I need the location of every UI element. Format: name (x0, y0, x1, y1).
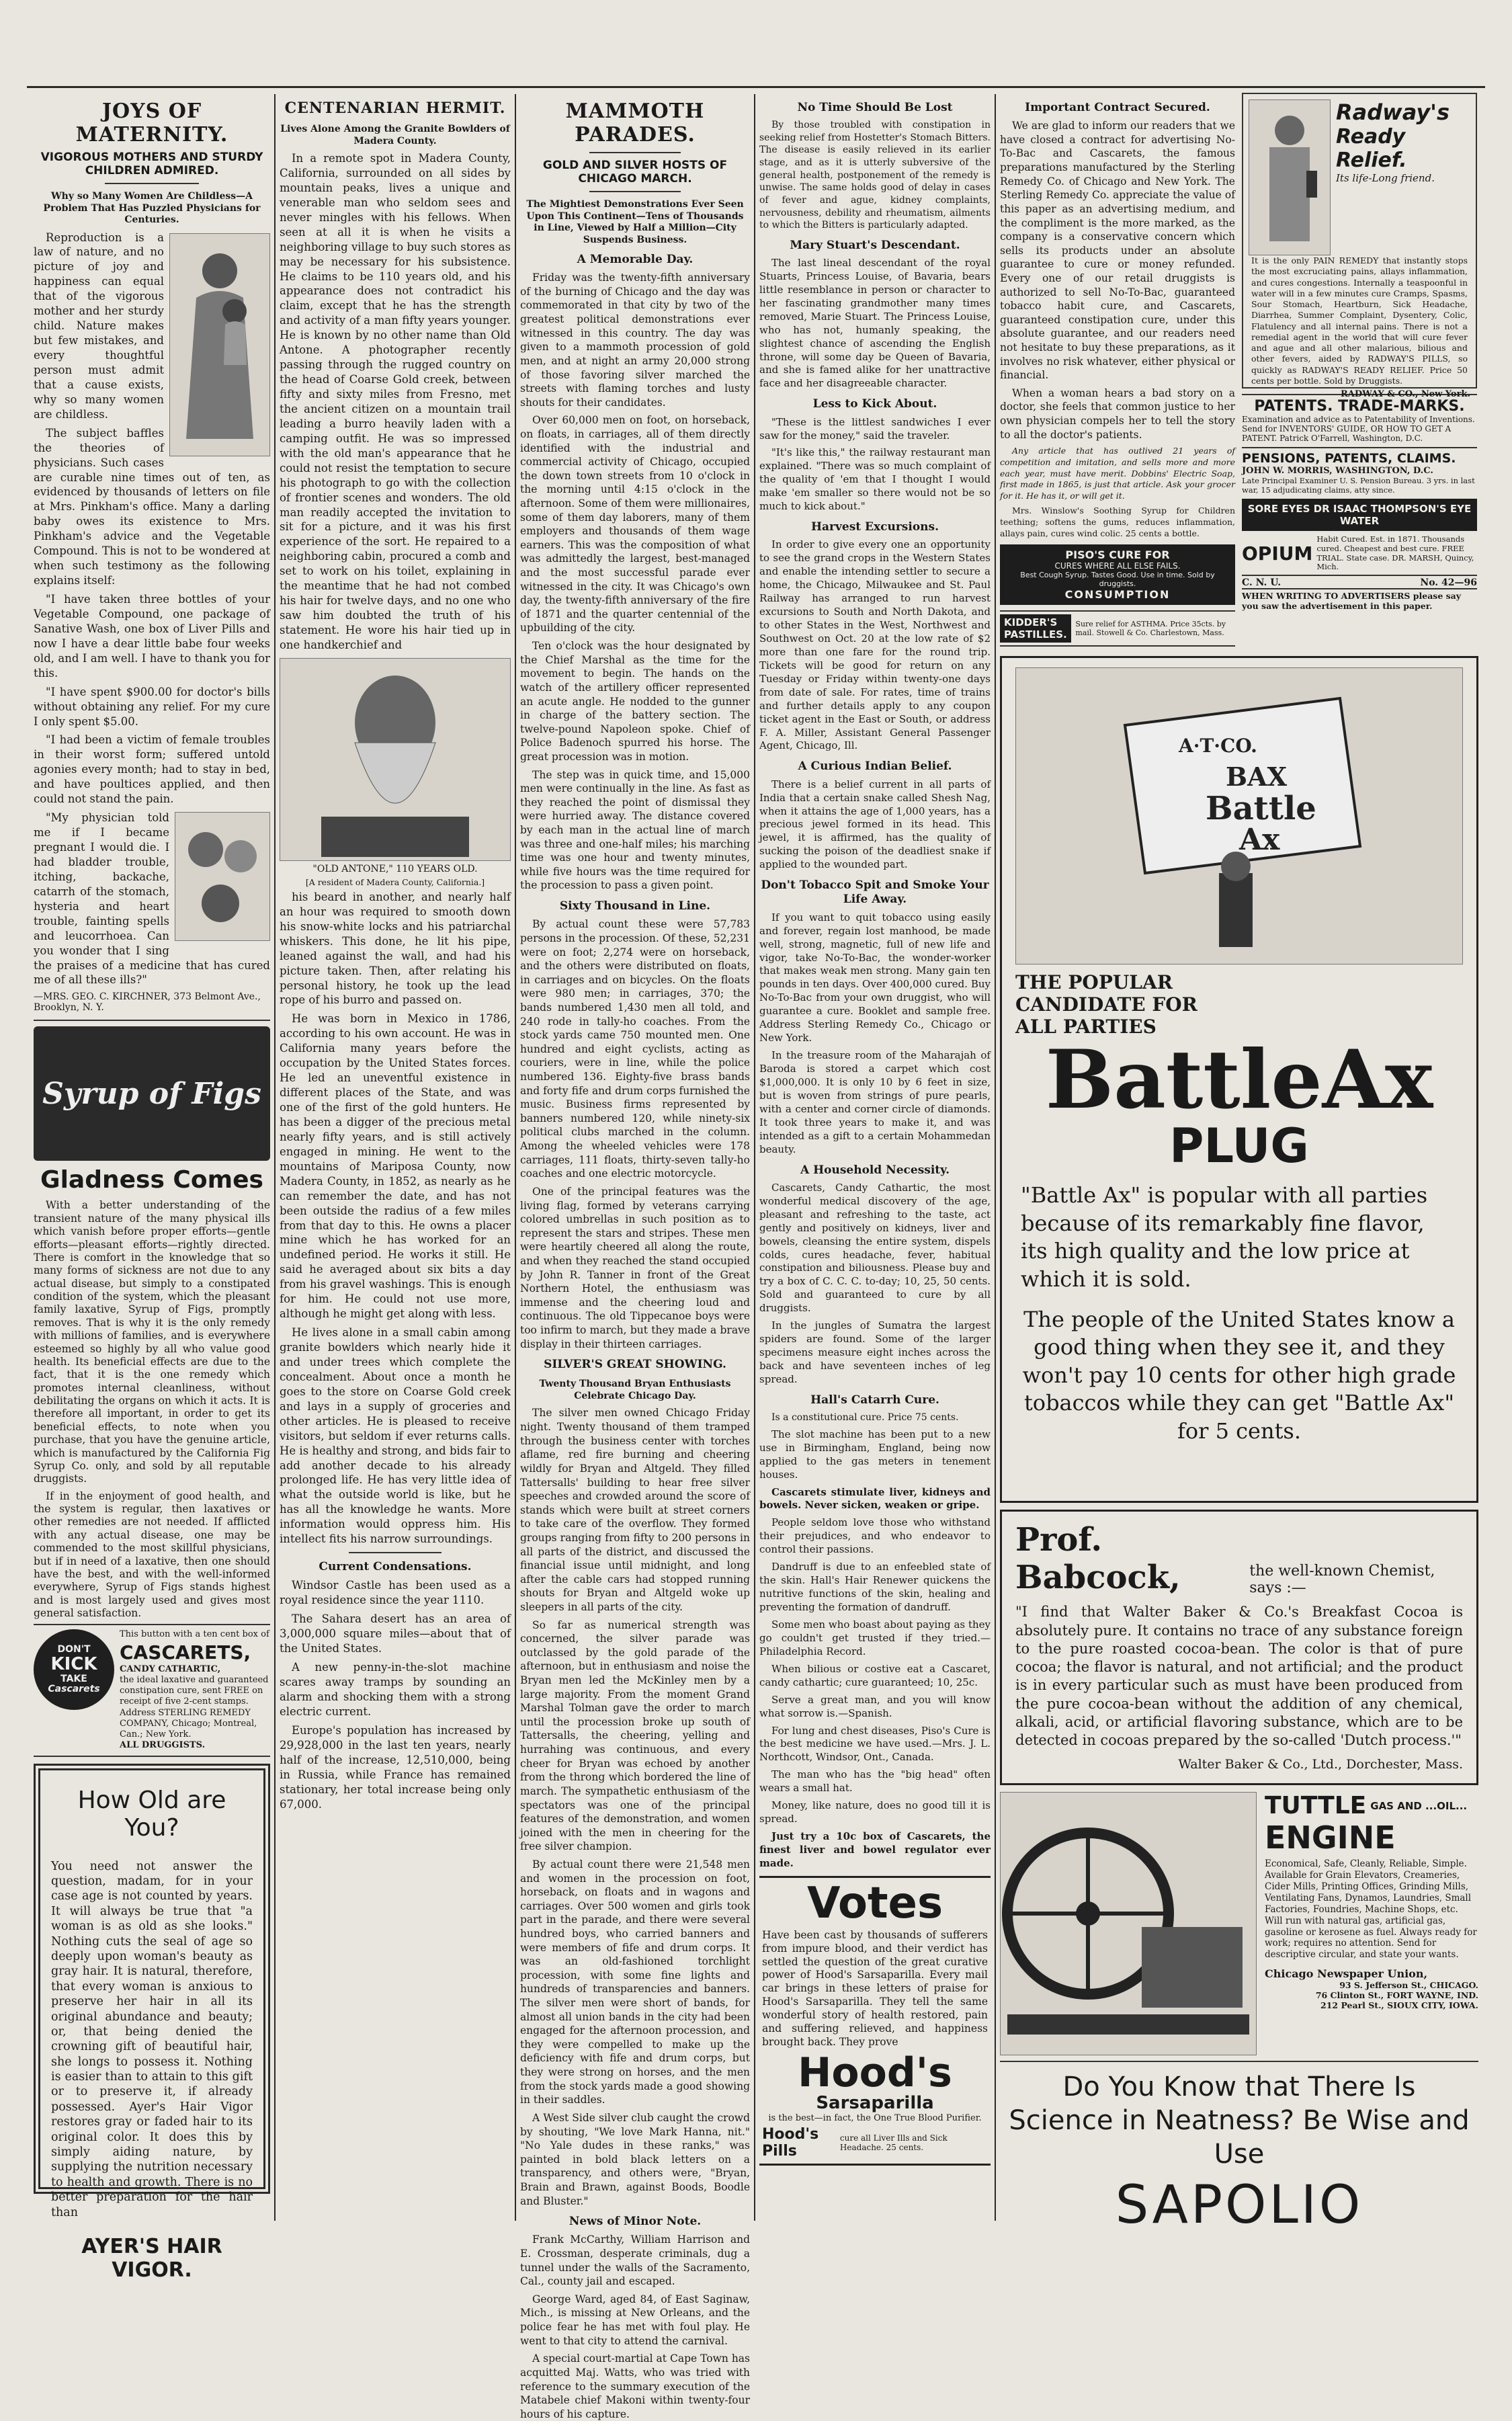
item-heading: A Curious Indian Belief. (798, 760, 952, 774)
ad-heading: ENGINE (1265, 1819, 1396, 1856)
box-label: Ax (1239, 823, 1280, 858)
ad-heading: OPIUM (1242, 542, 1313, 565)
ad-product: Sarsaparilla (816, 2093, 934, 2114)
ad-heading: TUTTLE (1265, 1792, 1367, 1820)
ad-body: Sure relief for ASTHMA. Price 35cts. by mail. Stowell & Co. Charlestown, Mass. (1075, 620, 1226, 638)
item-body: In order to give every one an opportunity to see the grand crops in the Western States and enable the intending settler to secure a home, the Chicago, Milwaukee and St. Paul Railway has arranged to run harvest excursions to South and North Dakota, and to other States in the West, Northwest and Southwest on Oct. 20 at the low rate of $2 more than one fare for the round trip. Tickets will be good for return on any Tuesday or Friday within twenty-one days from date of sale. For rates, time of trains and further details apply to any coupon ticket agent in the East or South, or address F. A. Miller, Assistant General Passenger Agent, Chicago, Ill. (759, 538, 991, 752)
news-item: A special court-martial at Cape Town has acquitted Maj. Watts, who was tried with reference to the summary execution of the Matabele chief Makoni within twenty-four hours of his capture. (520, 2352, 750, 2420)
badge-line: DON'T (57, 1643, 91, 1655)
ad-tagline: Its life-Long friend. (1336, 172, 1435, 184)
column-rule (995, 94, 996, 2221)
ad-subheading: GAS AND ...OIL... (1370, 1799, 1468, 1812)
item-heading: Mary Stuart's Descendant. (790, 238, 960, 252)
article-paragraph: The silver men owned Chicago Friday night. Twenty thousand of them tramped through the business center with torches aflame, red fire burning and cheering wildly for Bryan and Altgeld. They filled Tattersalls' building to hear free silver speeches and crowded around the score of stands which were built at street corners to take care of the overflow. They formed groups ranging from fifty to 200 persons in all parts of the district, and discussed the financial issue until midnight, and long after the cable cars had stopped running shouts for Bryan and Altgeld woke up sleepers in all parts of the city. (520, 1407, 750, 1613)
ad-body: the ideal laxative and guaranteed constipation cure, sent FREE on receipt of five 2-cent stamps. Address STERLING REMEDY COMPANY, Chicago; Montreal, Can.; New York. (120, 1674, 269, 1740)
article-kicker: The Mightiest Demonstrations Ever Seen Upon This Continent—Tens of Thousands in Line, Viewed by Half a Million—City Suspends Business. (526, 199, 744, 245)
ad-brand: Hood's (798, 2049, 952, 2097)
article-paragraph: A West Side silver club caught the crowd by shouting, "We love Mark Hanna, nit." "No Yale dudes in these ranks," was painted in bold black letters on a transparency, and others were, "Bryan, Brain and Brawn, against Boods, Boodle and Bluster." (520, 2111, 750, 2207)
item-heading: No Time Should Be Lost (797, 101, 953, 114)
ad-tagline: is the best—in fact, the One True Blood Purifier. (768, 2113, 982, 2124)
bearded-man-icon (308, 662, 482, 857)
tuttle-engine-ad (1000, 1792, 1478, 2062)
box-label: BAX (1226, 762, 1288, 792)
babcock-header (1015, 1521, 1463, 1596)
article-paragraph: "I have spent $900.00 for doctor's bills without obtaining any relief. For my cure I only spent $5.00. (34, 685, 270, 728)
column-2 (280, 87, 511, 2223)
article-paragraph: Ten o'clock was the hour designated by the Chief Marshal as the time for the movement to begin. The hands on the watch of the artillery officer represented an acute angle. He nodded to the gunner in charge of the battery section. The twelve-pound Napoleon spoke. Chief of Police Badenoch spurred his horse. The great procession was in motion. (520, 640, 750, 763)
short-item: Some men who boast about paying as they go couldn't get trusted if they tried.—Philadelphia Record. (759, 1618, 991, 1657)
short-item: When bilious or costive eat a Cascaret, candy cathartic; cure guaranteed; 10, 25c. (759, 1662, 991, 1688)
ad-brand: SAPOLIO (1115, 2175, 1363, 2236)
article-paragraph: He was born in Mexico in 1786, according to his own account. He was in California many years before the occupation by the United States forces. He led an uneventful existence in different places of the State, and was one of the first of the gold hunters. He has been a digger of the precious metal nearly fifty years, and is still actively engaged in mining. He went to the mountains of Mariposa County, now Madera County, in 1852, as nearly as he can remember the date, and has not been outside the radius of a few miles from that day to this. He owns a placer mine which he has worked for an undefined period. He works it still. He said he averaged about six bits a day from his gravel washings. This is enough for him. He could not use more, although he might get along with less. (280, 1012, 511, 1321)
item-body: We are glad to inform our readers that we have closed a contract for advertising No-To-Bac and Cascarets, the famous preparations manufactured by the Sterling Remedy Co. of Chicago and New York. The Sterling Remedy Co. appreciate the value of this paper as an advertising medium, and the compliment is the more marked, as the company is a conservative concern which sells its products under an absolute guarantee to cure or money refunded. Every one of our retail druggists is authorized to sell No-To-Bac, guaranteed tobacco habit cure, and Cascarets, guaranteed constipation cure, under this absolute guarantee, and our readers need not hesitate to buy these preparations, as it involves no risk whatever, either physical or financial. (1000, 120, 1235, 382)
item-heading: Hall's Catarrh Cure. (810, 1393, 939, 1407)
article-headline: CENTENARIAN HERMIT. (284, 99, 506, 117)
banner-line: CONSUMPTION (1064, 588, 1171, 602)
short-item: Money, like nature, does no good till it is spread. (759, 1799, 991, 1825)
article-paragraph: "My physician told me if I became pregnant I would die. I had bladder trouble, itching, backache, catarrh of the stomach, hysteria and heart trouble, fainting spells and leucorrhoea. Can you wonder that I sing the praises of a medicine that has cured me of all these ills?" (34, 811, 270, 987)
candidate-slogan (1015, 971, 1463, 1038)
ad-paragraph: With a better understanding of the transient nature of the many physical ills which vanish before proper efforts—gentle efforts—pleasant efforts—rightly directed. There is comfort in the knowledge that so many forms of sickness are not due to any actual disease, but simply to a constipated condition of the system, which the pleasant family laxative, Syrup of Figs, promptly removes. That is why it is the only remedy with millions of families, and is everywhere esteemed so highly by all who value good health. Its beneficial effects are due to the fact, that it is the one remedy which promotes internal cleanliness, without debilitating the organs on which it acts. It is therefore all important, in order to get its beneficial effects, to note when you purchase, that you have the genuine article, which is manufactured by the California Fig Syrup Co. only, and sold by all reputable druggists. (34, 1199, 270, 1485)
column-rule (754, 94, 755, 2221)
hoods-pills-line (762, 2126, 988, 2160)
item-body: In the jungles of Sumatra the largest spiders are found. Some of the larger specimens measure eight inches across the back and have seventeen inches of leg spread. (759, 1319, 991, 1385)
ad-body: The people of the United States know a good thing when they see it, and they won't pay 10 cents for other high grade tobaccos while they can get "Battle Ax" for 5 cents. (1022, 1306, 1456, 1444)
ad-brand: Radway's (1336, 99, 1450, 125)
column-5-left (1000, 87, 1235, 647)
condensation-item: A new penny-in-the-slot machine scares away tramps by sounding an alarm and shocking them with a strong electric current. (280, 1661, 511, 1718)
article-headline: JOYS OF MATERNITY. (75, 99, 228, 147)
item-body: There is a belief current in all parts of India that a certain snake called Shesh Nag, when it attains the age of 1,000 years, has a precious jewel formed in its head. This jewel, it is affirmed, has the quality of sucking the poison of the deadliest snake if applied to the wounded part. (759, 778, 991, 871)
article-paragraph: Reproduction is a law of nature, and no picture of joy and happiness can equal that of the vigorous mother and her sturdy child. Nature makes but few mistakes, and every thoughtful person must admit that a cause exists, why so many women are childless. (34, 231, 164, 421)
eye-water-banner: SORE EYES DR ISAAC THOMPSON'S EYE WATER (1242, 499, 1477, 531)
item-body: By those troubled with constipation in seeking relief from Hostetter's Stomach Bitters. The disease is easily relieved in its earlier stage, and as it is utterly subversive of the general health, postponement of the remedy is unwise. The same holds good of delay in cases of fever and ague, kidney complaints, nervousness, debility and rheumatism, ailments to which the Bitters is particularly adapted. (759, 120, 991, 231)
man-with-bottle-icon (1253, 104, 1327, 251)
condensation-item: Windsor Castle has been used as a royal residence since the year 1110. (280, 1579, 511, 1607)
ad-heading: Gladness Comes (40, 1166, 263, 1194)
advertisers-notice: WHEN WRITING TO ADVERTISERS please say you saw the advertisement in this paper. (1242, 588, 1477, 611)
item-body: "It's like this," the railway restaurant man explained. "There was so much complaint of the quality of 'em that I thought I would make 'em smaller so there would not be so much to kick about." (759, 446, 991, 513)
ad-sub: CANDY CATHARTIC, (120, 1664, 221, 1674)
ad-body: "I find that Walter Baker & Co.'s Breakfast Cocoa is absolutely pure. It contains no trace of any substance foreign to the pure roasted cocoa-bean. The color is that of pure cocoa; the flavor is natural, and not artificial; and the product is in every particular such as must have been produced from the pure cocoa-bean without the addition of any chemical, alkali, acid, or artificial flavoring substance, which are to be detected in cocoas prepared by the so-called 'Dutch process.'" (1015, 1604, 1463, 1749)
engine-illustration (1000, 1792, 1257, 2055)
banner-line: CURES WHERE ALL ELSE FAILS. (1054, 561, 1181, 571)
radway-illustration (1249, 99, 1331, 255)
section-heading: A Memorable Day. (577, 253, 694, 266)
syrup-of-figs-logo: Syrup of Figs (34, 1026, 270, 1161)
divider (589, 152, 681, 153)
item-body: Any article that has outlived 21 years of competition and imitation, and sells more and more each year, must have merit. Dobbins' Electric Soap, first made in 1865, is just that article. Ask your grocer for it. He has it, or will get it. (1000, 446, 1235, 501)
section-heading: Sixty Thousand in Line. (559, 899, 711, 913)
item-body: "These is the littlest sandwiches I ever saw for the money," said the traveler. (759, 415, 991, 442)
item-heading: A Household Necessity. (800, 1163, 950, 1177)
ad-paragraph: If in the enjoyment of good health, and the system is regular, then laxatives or other remedies are not needed. If afflicted with any actual disease, one may be commended to the most skillful physicians, but if in need of a laxative, then one should have the best, and with the well-informed everywhere, Syrup of Figs stands highest and is most largely used and gives most general satisfaction. (34, 1489, 270, 1619)
article-paragraph: The subject baffles the theories of physicians. Such cases are curable nine times out of ten, as evidenced by thousands of letters on file at Mrs. Pinkham's office. Many a darling baby owes its existence to Mrs. Pinkham's advice and the Vegetable Compound. This is not to be wondered at when such testimony as the following explains itself: (34, 426, 270, 587)
ad-heading: PENSIONS, PATENTS, CLAIMS. (1242, 451, 1456, 466)
testimonial-signature: —MRS. GEO. C. KIRCHNER, 373 Belmont Ave., Brooklyn, N. Y. (34, 991, 261, 1014)
ad-product: PLUG (1169, 1118, 1309, 1174)
ad-heading: Votes (806, 1878, 943, 1928)
old-antone-portrait (280, 658, 511, 861)
article-paragraph: "I had been a victim of female troubles in their worst form; suffered untold agonies every month; had to stay in bed, and have poultices applied, and then could not stand the pain. (34, 733, 270, 806)
article-subheadline: GOLD AND SILVER HOSTS OF CHICAGO MARCH. (542, 159, 728, 186)
ad-brand: Ready (1336, 125, 1406, 149)
radway-header (1249, 99, 1470, 255)
tuttle-text (1265, 1792, 1478, 2061)
ad-pills-brand: Hood's Pills (762, 2126, 819, 2160)
section-heading: Current Condensations. (319, 1560, 472, 1574)
item-body: When a woman hears a bad story on a doctor, she feels that common justice to her own physician compels her to tell the story to all the doctor's patients. (1000, 386, 1235, 441)
article-paragraph: By actual count there were 21,548 men and women in the procession on foot, horseback, on floats and in wagons and carriages. Over 500 women and girls took part in the parade, and there were several hundred boys, who carried banners and were members of fife and drum corps. It was an old-fashioned torchlight procession, with some fine lights and hundreds of transparencies and banners. The silver men were short of bands, for almost all union bands in the city had been engaged for the afternoon procession, and they were compelled to make up the deficiency with fife and drum corps, but they were strong on horses, and the men from the stock yards made a good showing in their saddles. (520, 1858, 750, 2106)
ad-brand: BattleAx (1045, 1032, 1433, 1128)
cnu-label: C. N. U. (1242, 577, 1282, 589)
section-heading: SILVER'S GREAT SHOWING. (544, 1358, 726, 1372)
article-paragraph: In a remote spot in Madera County, California, surrounded on all sides by mountain peaks, lives a unique and venerable man who seldom sees and never mingles with his fellows. When seen at all it is when he visits a neighboring village to buy such stores as may be necessary for his subsistence. He claims to be 110 years old, and his appearance does not contradict his claim, except that he has the strength and activity of a man fifty years younger. He is known by no other name than Old Antone. A photographer recently passing through the rugged country on the head of Coarse Gold creek, between fifty and sixty miles from Fresno, met the ancient citizen on a mountain trail leading a burro heavily laden with a camping outfit. He was so impressed with the old man's appearance that he could not resist the temptation to secure his photograph to go with the collection of frontier scenes and wonders. The old man readily accepted the invitation to sit for a picture, and it was his first experience of the sort. He repaired to a neighboring cabin, procured a comb and set to work on his toilet, explaining in the meantime that he had not combed his hair for twelve days, and no one who saw him doubted the truth of his statement. He wore his hair tied up in one handkerchief and (280, 152, 511, 651)
mother-child-illustration (169, 233, 270, 456)
item-body: Mrs. Winslow's Soothing Syrup for Children teething; softens the gums, reduces inflammation, allays pain, cures wind colic. 25 cents a bottle. (1000, 505, 1235, 538)
article-kicker: Lives Alone Among the Granite Bowlders of Madera County. (280, 124, 510, 147)
news-item: Frank McCarthy, William Harrison and E. Crossman, desperate criminals, dug a tunnel under the walls of the Sacramento, Cal., county jail and escaped. (520, 2233, 750, 2288)
column-3 (520, 87, 750, 2420)
ad-brand: KIDDER'S PASTILLES. (1000, 614, 1071, 643)
column-5 (1000, 87, 1478, 2236)
short-item: Just try a 10c box of Cascarets, the finest liver and bowel regulator ever made. (759, 1830, 991, 1869)
article-paragraph: The step was in quick time, and 15,000 men were continually in the line. As fast as they reached the point of dismissal they were hurried away. The distance covered by each man in the actual line of march was three and one-half miles; his marching time was one hour and twenty minutes, while five hours was the time required for the procession to pass a given point. (520, 768, 750, 892)
item-body: Is a constitutional cure. Price 75 cents. (771, 1412, 959, 1424)
cascarets-ad-text (120, 1629, 270, 1751)
ad-body: Have been cast by thousands of sufferers from impure blood, and their verdict has settled the question of the great curative power of Hood's Sarsaparilla. Every mail car brings in these letters of praise for Hood's Sarsaparilla. They tell the same wonderful story of health restored, pain and suffering relieved, and happiness brought back. They prove (762, 1928, 988, 2048)
divider (105, 183, 200, 184)
tobacco-box-icon (1024, 671, 1454, 960)
ad-address: 212 Pearl St., SIOUX CITY, IOWA. (1320, 2000, 1478, 2011)
item-body: Cascarets, Candy Cathartic, the most wonderful medical discovery of the age, pleasant and refreshing to the taste, act gently and positively on kidneys, liver and bowels, cleansing the entire system, dispels colds, cures headache, fever, habitual constipation and biliousness. Please buy and try a box of C. C. C. to-day; 10, 25, 50 cents. Sold and guaranteed to cure by all druggists. (759, 1181, 991, 1315)
cnu-line (1242, 575, 1477, 588)
column-1 (34, 87, 270, 2282)
ad-heading: Prof. Babcock, (1015, 1521, 1181, 1597)
battle-ax-plug-ad (1000, 656, 1478, 1503)
short-item: The man who has the "big head" often wears a small hat. (759, 1768, 991, 1795)
article-paragraph: "I have taken three bottles of your Vegetable Compound, one package of Sanative Wash, one box of Liver Pills and now I have a dear little babe four weeks old, and I am well. I have to thank you for this. (34, 593, 270, 680)
ad-brand: Relief. (1336, 149, 1407, 172)
item-body: In the treasure room of the Maharajah of Baroda is stored a carpet which cost $1,000,000. It is only 10 by 6 feet in size, but is woven from strings of pure pearls, with a center and corner circle of diamonds. It took three years to make it, and was intended as a gift to a certain Mohammedan beauty. (759, 1049, 991, 1155)
ad-address: 76 Clinton St., FORT WAYNE, IND. (1315, 1990, 1478, 2001)
item-body: If you want to quit tobacco using easily and forever, regain lost manhood, be made well, strong, magnetic, full of new life and vigor, take No-To-Bac, the wonder-worker that makes weak men strong. Many gain ten pounds in ten days. Over 400,000 cured. Buy No-To-Bac from your own druggist, who will guarantee a cure. Booklet and sample free. Address Sterling Remedy Co., Chicago or New York. (759, 911, 991, 1044)
news-item: George Ward, aged 84, of East Saginaw, Mich., is missing at New Orleans, and the police fear he has met with foul play. He went to that city to attend the carnival. (520, 2293, 750, 2347)
cascarets-button-badge (34, 1629, 114, 1710)
item-heading: Important Contract Secured. (1025, 101, 1210, 114)
ad-body: Economical, Safe, Cleanly, Reliable, Simple. Available for Grain Elevators, Creameries, Cider Mills, Printing Offices, Grinding Mills, Ventilating Fans, Dynamos, Laundries, Small Factories, Foundries, Machine Shops, etc. Will run with natural gas, artificial gas, gasoline or kerosene as fuel. Always ready for work; requires no attention. Send for descriptive circular, and state your wants. (1265, 1858, 1477, 1961)
ayers-hair-vigor-ad (34, 1764, 270, 2282)
ad-body: You need not answer the question, madam, for in your case age is not counted by years. It will always be true that "a woman is as old as she looks." Nothing cuts the seal of age so deeply upon woman's beauty as gray hair. It is natural, therefore, that every woman is anxious to preserve her hair in all its original abundance and beauty; or, that being denied the crowning gift of beautiful hair, she longs to possess it. Nothing is easier than to attain to this gift or to preserve it, if already possessed. Ayer's Hair Vigor restores gray or faded hair to its original color. It does this by simply aiding nature, by supplying the nutrition necessary to health and growth. There is no better preparation for the hair than (51, 1859, 253, 2219)
column-5-right (1242, 87, 1477, 647)
kidders-pastilles-ad (1000, 610, 1235, 647)
section-kicker: Twenty Thousand Bryan Enthusiasts Celebrate Chicago Day. (539, 1379, 731, 1401)
sapolio-ad (1000, 2070, 1478, 2235)
short-item: Dandruff is due to an enfeebled state of the skin. Hall's Hair Renewer quickens the nutritive functions of the skin, healing and preventing the formation of dandruff. (759, 1561, 991, 1614)
short-item: Serve a great man, and you will know what sorrow is.—Spanish. (759, 1693, 991, 1719)
patents-ad (1242, 394, 1477, 443)
ad-brand: CASCARETS, (120, 1641, 251, 1664)
battle-ax-illustration (1015, 667, 1463, 965)
condensation-item: Europe's population has increased by 29,928,000 in the last ten years, nearly half of the increase, 12,510,000, being in Russia, while France has remained stationary, her total increase being only 67,000. (280, 1723, 511, 1811)
tuttle-title-row (1265, 1792, 1478, 1819)
article-paragraph: One of the principal features was the living flag, formed by veterans carrying colored umbrellas in such position as to represent the stars and stripes. These men were heartily cheered all along the route, and when they reached the stand occupied by John R. Tanner in front of the Great Northern Hotel, the enthusiasm was immense and the cheering loud and continuous. The old Tippecanoe boys were too infirm to march, but they made a brave display in their thirteen carriages. (520, 1185, 750, 1350)
children-illustration (175, 812, 270, 941)
ad-intro: This button with a ten cent box of (120, 1629, 269, 1640)
ad-body: "Battle Ax" is popular with all parties because of its remarkably fine flavor, its high quality and the low price at which it is sold. (1021, 1182, 1428, 1292)
pensions-ad (1242, 447, 1477, 495)
ad-company: Chicago Newspaper Union, (1265, 1967, 1428, 1981)
walter-baker-cocoa-ad (1000, 1510, 1478, 1785)
pisos-cure-banner (1000, 544, 1235, 605)
condensation-item: The Sahara desert has an area of 3,000,000 square miles—about that of the United States. (280, 1612, 511, 1655)
ad-footer: ALL DRUGGISTS. (120, 1740, 206, 1751)
ad-heading: PATENTS. TRADE-MARKS. (1254, 398, 1465, 415)
banner-line: Best Cough Syrup. Tastes Good. Use in time. Sold by druggists. (1020, 571, 1215, 589)
badge-line: TAKE (60, 1673, 87, 1684)
item-body: The last lineal descendant of the royal Stuarts, Princess Louise, of Bavaria, bears little resemblance in person or character to her fascinating grandmother many times removed, Marie Stuart. The Princess Louise, who has not, humanly speaking, the slightest chance of ascending the English throne, will some day be Queen of Bavaria, and she is famed alike for her unattractive face and her disagreeable character. (759, 256, 991, 390)
cnu-number: No. 42—96 (1420, 577, 1477, 589)
ad-name: JOHN W. MORRIS, WASHINGTON, D.C. (1242, 466, 1433, 476)
article-subheadline: VIGOROUS MOTHERS AND STURDY CHILDREN ADMIRED. (40, 151, 263, 177)
article-paragraph: Over 60,000 men on foot, on horseback, on floats, in carriages, all of them directly identified with the industrial and commercial activity of Chicago, occupied the down town streets from 10 o'clock in the morning until 4:15 o'clock in the afternoon. Some of them were millionaires, some of them day laborers, many of them employers and thousands of them wage earners. This was the composition of what was admittedly the largest, best-managed and the most successful parade ever witnessed in the city. It was Chicago's own day, the twenty-fifth anniversary of the fire of 1871 and the quarter centennial of the upbuilding of the city. (520, 414, 750, 634)
ad-body: Examination and advice as to Patentability of Inventions. Send for INVENTORS' GUIDE, OR HOW TO GET A PATENT. Patrick O'Farrell, Washington, D.C. (1242, 415, 1475, 443)
hoods-sarsaparilla-ad (759, 1876, 991, 2166)
item-heading: Don't Tobacco Spit and Smoke Your Life Away. (761, 878, 989, 907)
article-paragraph: Friday was the twenty-fifth anniversary of the burning of Chicago and the day was commemorated in that city by two of the greatest political demonstrations ever witnessed in this country. The day was given to a mammoth procession of gold men, and at night an army 20,000 strong of those favoring silver marched the streets with flaming torches and lusty shouts for their candidates. (520, 272, 750, 409)
divider (349, 1552, 442, 1553)
slogan-line: ALL PARTIES (1015, 1016, 1157, 1038)
article-paragraph: He lives alone in a small cabin among granite bowlders which nearly hide it and under trees which complete the concealment. About once a month he goes to the store on Coarse Gold creek and lays in a supply of groceries and other articles. He is pleased to receive visitors, but seldom if ever returns calls. He is healthy and strong, and bids fair to add another decade to his already prolonged life. He has very little idea of what the outside world is like, but he has all the knowledge he wants. More information would oppress him. His intellect fits his narrow surroundings. (280, 1326, 511, 1546)
ad-footer: RADWAY & CO., New York. (1340, 389, 1470, 399)
ad-address: 93 S. Jefferson St., CHICAGO. (1339, 1980, 1478, 1991)
divider (589, 191, 681, 192)
column-rule (274, 94, 276, 2221)
short-item: Cascarets stimulate liver, kidneys and bowels. Never sicken, weaken or gripe. (759, 1485, 991, 1512)
opium-ad (1242, 535, 1477, 572)
short-item: The slot machine has been put to a new use in Birmingham, England, being now applied to the gas meters in tenement houses. (759, 1428, 991, 1481)
ad-body: Do You Know that There Is Science in Neatness? Be Wise and Use (1009, 2071, 1470, 2170)
flywheel-engine-icon (1007, 1799, 1249, 2048)
short-item: For lung and chest diseases, Piso's Cure is the best medicine we have used.—Mrs. J. L. Northcott, Windsor, Ont., Canada. (759, 1724, 991, 1764)
ad-body: Habit Cured. Est. in 1871. Thousands cured. Cheapest and best cure. FREE TRIAL. State case. DR. MARSH, Quincy, Mich. (1316, 534, 1474, 572)
badge-line: KICK (50, 1654, 97, 1675)
column-5-top (1000, 87, 1478, 647)
item-heading: Less to Kick About. (812, 397, 937, 411)
slogan-line: THE POPULAR (1015, 971, 1173, 994)
article-headline: MAMMOTH PARADES. (565, 99, 705, 147)
article-kicker: Why so Many Women Are Childless—A Problem That Has Puzzled Physicians for Centuries. (43, 191, 261, 225)
article-paragraph: So far as numerical strength was concerned, the silver parade was outclassed by the gold parade of the afternoon, but in enthusiasm and noise the Bryan men led the McKinley men by a large majority. From the moment Grand Marshal Tolman gave the order to march until the procession broke up south of Tattersalls, the cheering, yelling and hurrahing was continuous, and every cheer for Bryan was echoed by another from the throng which bordered the line of march. The sympathetic enthusiasm of the spectators was one of the principal features of the demonstration, and women joined with the men in cheering for the free silver champion. (520, 1618, 750, 1853)
cascarets-ad (34, 1624, 270, 1756)
radway-titles (1336, 99, 1470, 255)
syrup-of-figs-ad (34, 1020, 270, 1620)
mother-child-icon (173, 237, 267, 452)
children-faces-icon (179, 816, 266, 937)
box-label: Battle (1206, 790, 1316, 828)
badge-line: Cascarets (48, 1684, 100, 1695)
figure-caption: "OLD ANTONE," 110 YEARS OLD. (312, 863, 478, 874)
column-4 (759, 87, 991, 2223)
ad-pills-text: cure all Liver Ills and Sick Headache. 25 cents. (839, 2133, 948, 2153)
section-heading: News of Minor Note. (569, 2215, 702, 2229)
article-paragraph: his beard in another, and nearly half an hour was required to smooth down his snow-white locks and his patriarchal whiskers. This done, he lit his pipe, leaned against the wall, and had his picture taken. Then, after relating his personal history, he took up the lead rope of his burro and passed on. (280, 890, 511, 1007)
item-heading: Harvest Excursions. (810, 520, 939, 534)
slogan-line: CANDIDATE FOR (1015, 993, 1198, 1016)
ad-heading: How Old are You? (77, 1786, 226, 1842)
box-label: A·T·CO. (1179, 735, 1257, 757)
ad-footer: Walter Baker & Co., Ltd., Dorchester, Mass. (1178, 1756, 1463, 1772)
article-paragraph: By actual count these were 57,783 persons in the procession. Of these, 52,231 were on foot; 2,274 were on horseback, and the others were distributed on floats, in carriages and on bicycles. On the floats were 980 men; in carriages, 370; the bands numbered 1,430 men all told, and 240 rode in tally-ho coaches. From the stock yards came 750 mounted men. One hundred and eight cyclists, acting as couriers, were in line, while the police numbered 136. Eighty-five brass bands and forty fife and drum corps furnished the music. Business firms represented by banners numbered 120, while ninety-six political clubs marched in the column. Among the wheeled vehicles were 178 carriages, 111 floats, thirty-seven tally-ho coaches and one electric motorcycle. (520, 918, 750, 1180)
ad-brand: AYER'S HAIR VIGOR. (81, 2235, 222, 2282)
radways-ready-relief-ad (1242, 93, 1477, 399)
banner-line: PISO'S CURE FOR (1065, 548, 1170, 562)
short-item: People seldom love those who withstand their prejudices, and who endeavor to control their passions. (759, 1516, 991, 1556)
ad-body: Late Principal Examiner U. S. Pension Bureau. 3 yrs. in last war, 15 adjudicating claims, atty since. (1242, 476, 1475, 495)
ad-body: It is the only PAIN REMEDY that instantly stops the most excruciating pains, allays inflammation, and cures congestions. Internally a teaspoonful in water will in a few minutes cure Cramps, Spasms, Sour Stomach, Heartburn, Sick Headache, Diarrhea, Summer Complaint, Dysentery, Colic, Flatulency and all internal pains. There is not a remedial agent in the world that will cure fever and ague and all other malarious, bilious and other fevers, aided by RADWAY'S PILLS, so quickly as RADWAY'S READY RELIEF. Price 50 cents per bottle. Sold by Druggists. (1251, 255, 1468, 386)
figure-caption-sub: [A resident of Madera County, California.] (305, 876, 485, 887)
ad-subheading: the well-known Chemist, says :— (1249, 1563, 1435, 1597)
column-rule (515, 94, 516, 2221)
